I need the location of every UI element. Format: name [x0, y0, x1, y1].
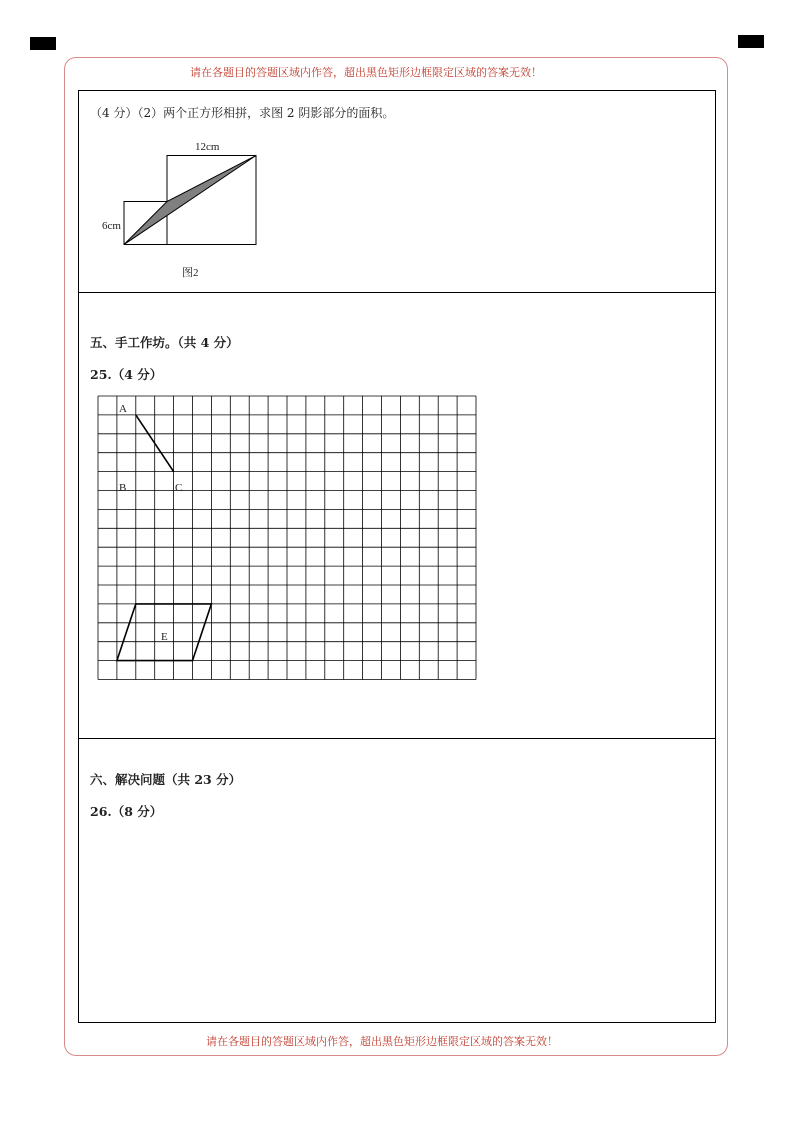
- figure-label-12cm: 12cm: [195, 141, 220, 153]
- q24-part2-text: （4 分）（2）两个正方形相拼，求图 2 阴影部分的面积。: [90, 106, 395, 120]
- figure-caption: 图2: [182, 267, 199, 279]
- grid-label-c: C: [175, 482, 183, 494]
- section6-heading: 六、解决问题（共 23 分）: [90, 772, 242, 787]
- shaded-triangle: [124, 156, 256, 245]
- squares-figure: [0, 0, 794, 300]
- q26-label: 26.（8 分）: [90, 804, 163, 819]
- grid-label-a: A: [119, 403, 127, 415]
- grid-label-b: B: [119, 482, 127, 494]
- bottom-warning-text: 请在各题目的答题区域内作答，超出黑色矩形边框限定区域的答案无效！: [206, 1035, 558, 1048]
- top-warning-text: 请在各题目的答题区域内作答，超出黑色矩形边框限定区域的答案无效！: [190, 66, 542, 79]
- grid-label-e: E: [161, 631, 168, 643]
- q25-label: 25.（4 分）: [90, 367, 163, 382]
- figure-label-6cm: 6cm: [102, 220, 121, 232]
- square-grid: [98, 396, 478, 686]
- section5-heading: 五、手工作坊。（共 4 分）: [90, 335, 239, 350]
- divider-section6: [78, 738, 716, 739]
